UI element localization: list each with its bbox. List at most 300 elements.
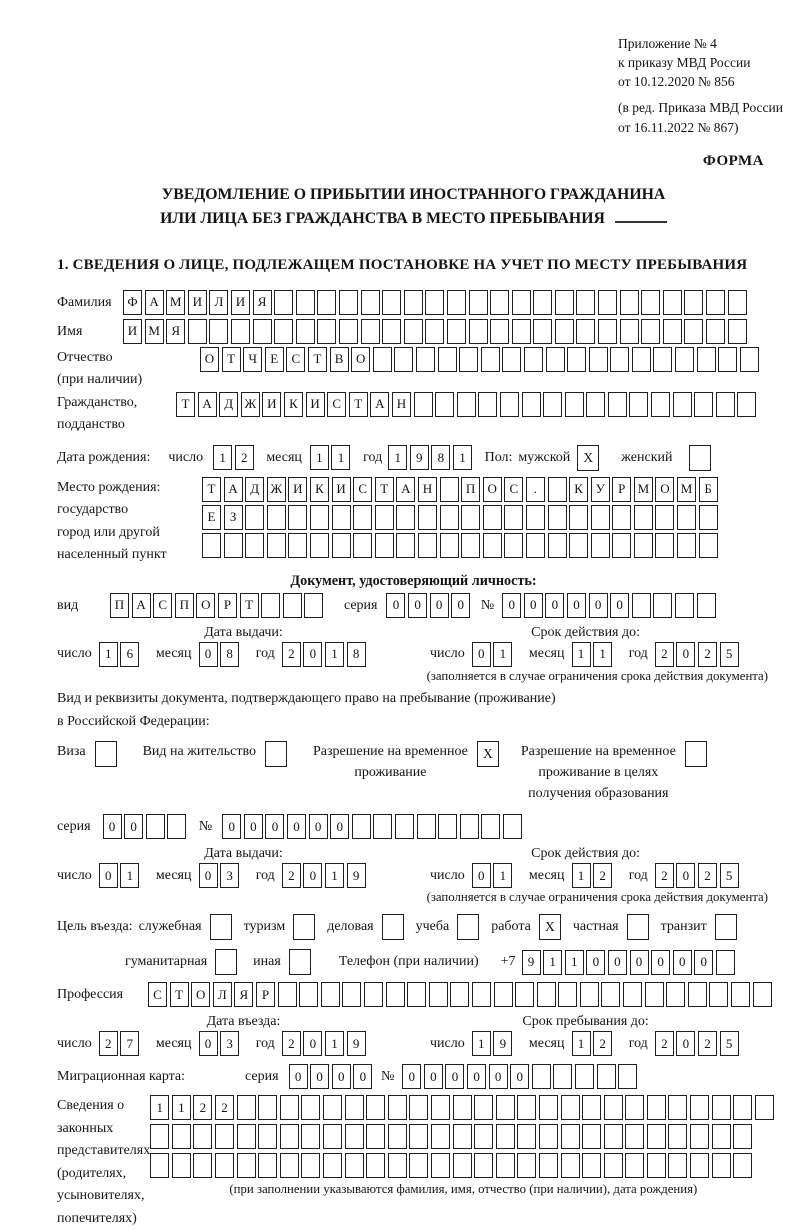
- form-cell[interactable]: 1: [310, 445, 329, 470]
- form-cell[interactable]: [699, 533, 718, 558]
- form-cell[interactable]: [666, 982, 685, 1007]
- form-cell[interactable]: [342, 982, 361, 1007]
- form-cell[interactable]: [457, 392, 476, 417]
- form-cell[interactable]: [416, 347, 435, 372]
- form-cell[interactable]: [224, 533, 243, 558]
- form-cell[interactable]: [494, 982, 513, 1007]
- form-cell[interactable]: [576, 319, 595, 344]
- form-cell[interactable]: 1: [543, 950, 562, 975]
- form-cell[interactable]: [253, 319, 272, 344]
- form-cell[interactable]: 1: [213, 445, 232, 470]
- form-cell[interactable]: Л: [209, 290, 228, 315]
- form-cell[interactable]: [697, 347, 716, 372]
- form-cell[interactable]: [429, 982, 448, 1007]
- form-cell[interactable]: [690, 1095, 709, 1120]
- form-cell[interactable]: [366, 1095, 385, 1120]
- form-cell[interactable]: Т: [222, 347, 241, 372]
- form-cell[interactable]: Я: [253, 290, 272, 315]
- form-cell[interactable]: [690, 1153, 709, 1178]
- form-cell[interactable]: [345, 1153, 364, 1178]
- form-cell[interactable]: [668, 1153, 687, 1178]
- form-cell[interactable]: [608, 392, 627, 417]
- form-cell[interactable]: [582, 1095, 601, 1120]
- form-cell[interactable]: О: [200, 347, 219, 372]
- form-cell[interactable]: А: [132, 593, 151, 618]
- form-cell[interactable]: [258, 1095, 277, 1120]
- form-cell[interactable]: 0: [199, 863, 218, 888]
- form-cell[interactable]: Я: [234, 982, 253, 1007]
- form-cell[interactable]: [503, 814, 522, 839]
- form-cell[interactable]: [709, 982, 728, 1007]
- form-cell[interactable]: 3: [220, 1031, 239, 1056]
- form-cell[interactable]: 0: [353, 1064, 372, 1089]
- form-cell[interactable]: 2: [698, 1031, 717, 1056]
- form-cell[interactable]: [641, 319, 660, 344]
- form-cell[interactable]: [537, 982, 556, 1007]
- form-cell[interactable]: Т: [240, 593, 259, 618]
- form-cell[interactable]: [632, 347, 651, 372]
- form-cell[interactable]: О: [191, 982, 210, 1007]
- form-cell[interactable]: [409, 1124, 428, 1149]
- form-cell[interactable]: [425, 319, 444, 344]
- form-cell[interactable]: 1: [325, 642, 344, 667]
- form-cell[interactable]: [548, 533, 567, 558]
- form-cell[interactable]: С: [286, 347, 305, 372]
- form-cell[interactable]: 0: [472, 863, 491, 888]
- temp-permit-checkbox[interactable]: X: [477, 741, 499, 767]
- form-cell[interactable]: [404, 319, 423, 344]
- form-cell[interactable]: [548, 505, 567, 530]
- form-cell[interactable]: [684, 290, 703, 315]
- form-cell[interactable]: 0: [694, 950, 713, 975]
- form-cell[interactable]: 0: [408, 593, 427, 618]
- form-cell[interactable]: 0: [310, 1064, 329, 1089]
- form-cell[interactable]: [438, 814, 457, 839]
- form-cell[interactable]: [245, 505, 264, 530]
- form-cell[interactable]: [274, 290, 293, 315]
- form-cell[interactable]: [417, 814, 436, 839]
- form-cell[interactable]: [673, 392, 692, 417]
- form-cell[interactable]: 0: [545, 593, 564, 618]
- form-cell[interactable]: 0: [586, 950, 605, 975]
- form-cell[interactable]: [332, 505, 351, 530]
- form-cell[interactable]: [345, 1095, 364, 1120]
- form-cell[interactable]: [261, 593, 280, 618]
- form-cell[interactable]: [647, 1124, 666, 1149]
- form-cell[interactable]: [504, 533, 523, 558]
- form-cell[interactable]: 0: [430, 593, 449, 618]
- form-cell[interactable]: [317, 319, 336, 344]
- form-cell[interactable]: [561, 1153, 580, 1178]
- form-cell[interactable]: [366, 1153, 385, 1178]
- form-cell[interactable]: [193, 1153, 212, 1178]
- form-cell[interactable]: [469, 319, 488, 344]
- form-cell[interactable]: 0: [265, 814, 284, 839]
- form-cell[interactable]: [296, 290, 315, 315]
- form-cell[interactable]: 1: [453, 445, 472, 470]
- form-cell[interactable]: [280, 1124, 299, 1149]
- form-cell[interactable]: 8: [431, 445, 450, 470]
- form-cell[interactable]: [561, 1124, 580, 1149]
- form-cell[interactable]: [375, 533, 394, 558]
- form-cell[interactable]: [677, 533, 696, 558]
- form-cell[interactable]: [582, 1153, 601, 1178]
- form-cell[interactable]: Т: [202, 477, 221, 502]
- form-cell[interactable]: 0: [402, 1064, 421, 1089]
- form-cell[interactable]: 2: [698, 863, 717, 888]
- form-cell[interactable]: [718, 347, 737, 372]
- form-cell[interactable]: К: [569, 477, 588, 502]
- form-cell[interactable]: [237, 1095, 256, 1120]
- form-cell[interactable]: [731, 982, 750, 1007]
- form-cell[interactable]: 0: [651, 950, 670, 975]
- form-cell[interactable]: [569, 533, 588, 558]
- form-cell[interactable]: А: [224, 477, 243, 502]
- purpose-other-checkbox[interactable]: [289, 949, 311, 975]
- form-cell[interactable]: [447, 290, 466, 315]
- form-cell[interactable]: 2: [593, 1031, 612, 1056]
- form-cell[interactable]: [361, 290, 380, 315]
- form-cell[interactable]: [396, 505, 415, 530]
- form-cell[interactable]: М: [145, 319, 164, 344]
- form-cell[interactable]: П: [110, 593, 129, 618]
- form-cell[interactable]: [532, 1064, 551, 1089]
- form-cell[interactable]: [310, 533, 329, 558]
- form-cell[interactable]: 1: [572, 1031, 591, 1056]
- form-cell[interactable]: [604, 1095, 623, 1120]
- form-cell[interactable]: 1: [325, 863, 344, 888]
- form-cell[interactable]: 2: [282, 642, 301, 667]
- form-cell[interactable]: 0: [199, 1031, 218, 1056]
- form-cell[interactable]: 9: [493, 1031, 512, 1056]
- form-cell[interactable]: [634, 533, 653, 558]
- form-cell[interactable]: А: [145, 290, 164, 315]
- form-cell[interactable]: [388, 1124, 407, 1149]
- form-cell[interactable]: 0: [330, 814, 349, 839]
- form-cell[interactable]: 1: [388, 445, 407, 470]
- form-cell[interactable]: Я: [166, 319, 185, 344]
- form-cell[interactable]: [539, 1124, 558, 1149]
- form-cell[interactable]: [496, 1153, 515, 1178]
- form-cell[interactable]: [524, 347, 543, 372]
- form-cell[interactable]: 1: [572, 863, 591, 888]
- form-cell[interactable]: [688, 982, 707, 1007]
- form-cell[interactable]: [655, 533, 674, 558]
- form-cell[interactable]: [546, 347, 565, 372]
- form-cell[interactable]: 0: [222, 814, 241, 839]
- form-cell[interactable]: [712, 1124, 731, 1149]
- form-cell[interactable]: [409, 1153, 428, 1178]
- form-cell[interactable]: 8: [220, 642, 239, 667]
- form-cell[interactable]: 2: [215, 1095, 234, 1120]
- form-cell[interactable]: [274, 319, 293, 344]
- form-cell[interactable]: З: [224, 505, 243, 530]
- form-cell[interactable]: 1: [593, 642, 612, 667]
- form-cell[interactable]: [558, 982, 577, 1007]
- form-cell[interactable]: [288, 533, 307, 558]
- form-cell[interactable]: Ф: [123, 290, 142, 315]
- form-cell[interactable]: [597, 1064, 616, 1089]
- form-cell[interactable]: [684, 319, 703, 344]
- form-cell[interactable]: 1: [572, 642, 591, 667]
- form-cell[interactable]: 1: [150, 1095, 169, 1120]
- form-cell[interactable]: [641, 290, 660, 315]
- form-cell[interactable]: 2: [99, 1031, 118, 1056]
- form-cell[interactable]: 0: [673, 950, 692, 975]
- form-cell[interactable]: 5: [720, 863, 739, 888]
- form-cell[interactable]: О: [351, 347, 370, 372]
- purpose-private-checkbox[interactable]: [627, 914, 649, 940]
- form-cell[interactable]: Е: [202, 505, 221, 530]
- form-cell[interactable]: И: [123, 319, 142, 344]
- form-cell[interactable]: И: [332, 477, 351, 502]
- form-cell[interactable]: 2: [282, 1031, 301, 1056]
- form-cell[interactable]: [352, 814, 371, 839]
- purpose-business-checkbox[interactable]: [382, 914, 404, 940]
- form-cell[interactable]: [625, 1124, 644, 1149]
- form-cell[interactable]: [677, 505, 696, 530]
- form-cell[interactable]: Р: [612, 477, 631, 502]
- form-cell[interactable]: [364, 982, 383, 1007]
- form-cell[interactable]: 0: [676, 1031, 695, 1056]
- form-cell[interactable]: [258, 1124, 277, 1149]
- form-cell[interactable]: [625, 1095, 644, 1120]
- form-cell[interactable]: 9: [522, 950, 541, 975]
- form-cell[interactable]: 0: [676, 863, 695, 888]
- form-cell[interactable]: [663, 290, 682, 315]
- form-cell[interactable]: 2: [698, 642, 717, 667]
- form-cell[interactable]: [453, 1124, 472, 1149]
- form-cell[interactable]: И: [288, 477, 307, 502]
- form-cell[interactable]: 1: [493, 863, 512, 888]
- form-cell[interactable]: 9: [347, 863, 366, 888]
- form-cell[interactable]: [504, 505, 523, 530]
- form-cell[interactable]: [517, 1153, 536, 1178]
- form-cell[interactable]: [576, 290, 595, 315]
- form-cell[interactable]: [675, 347, 694, 372]
- purpose-study-checkbox[interactable]: [457, 914, 479, 940]
- gender-male-checkbox[interactable]: X: [577, 445, 599, 471]
- form-cell[interactable]: [304, 593, 323, 618]
- form-cell[interactable]: 0: [199, 642, 218, 667]
- form-cell[interactable]: 0: [303, 642, 322, 667]
- form-cell[interactable]: [668, 1095, 687, 1120]
- purpose-tourism-checkbox[interactable]: [293, 914, 315, 940]
- form-cell[interactable]: [512, 319, 531, 344]
- form-cell[interactable]: У: [591, 477, 610, 502]
- form-cell[interactable]: 0: [303, 863, 322, 888]
- form-cell[interactable]: П: [175, 593, 194, 618]
- form-cell[interactable]: [517, 1124, 536, 1149]
- form-cell[interactable]: [209, 319, 228, 344]
- form-cell[interactable]: [447, 319, 466, 344]
- form-cell[interactable]: 0: [676, 642, 695, 667]
- form-cell[interactable]: [512, 290, 531, 315]
- form-cell[interactable]: [655, 505, 674, 530]
- form-cell[interactable]: И: [262, 392, 281, 417]
- form-cell[interactable]: [548, 477, 567, 502]
- form-cell[interactable]: [353, 505, 372, 530]
- form-cell[interactable]: 6: [120, 642, 139, 667]
- form-cell[interactable]: [202, 533, 221, 558]
- form-cell[interactable]: [647, 1095, 666, 1120]
- form-cell[interactable]: [604, 1124, 623, 1149]
- form-cell[interactable]: К: [310, 477, 329, 502]
- form-cell[interactable]: О: [655, 477, 674, 502]
- form-cell[interactable]: [490, 290, 509, 315]
- form-cell[interactable]: [283, 593, 302, 618]
- form-cell[interactable]: Т: [176, 392, 195, 417]
- form-cell[interactable]: 0: [608, 950, 627, 975]
- form-cell[interactable]: [533, 319, 552, 344]
- form-cell[interactable]: А: [396, 477, 415, 502]
- form-cell[interactable]: [382, 290, 401, 315]
- form-cell[interactable]: А: [370, 392, 389, 417]
- form-cell[interactable]: [575, 1064, 594, 1089]
- form-cell[interactable]: 9: [410, 445, 429, 470]
- form-cell[interactable]: 0: [386, 593, 405, 618]
- form-cell[interactable]: [653, 593, 672, 618]
- form-cell[interactable]: И: [231, 290, 250, 315]
- form-cell[interactable]: [474, 1124, 493, 1149]
- form-cell[interactable]: [612, 533, 631, 558]
- form-cell[interactable]: [589, 347, 608, 372]
- form-cell[interactable]: [150, 1153, 169, 1178]
- form-cell[interactable]: [450, 982, 469, 1007]
- form-cell[interactable]: 1: [120, 863, 139, 888]
- form-cell[interactable]: [440, 505, 459, 530]
- form-cell[interactable]: [404, 290, 423, 315]
- form-cell[interactable]: [215, 1124, 234, 1149]
- form-cell[interactable]: [647, 1153, 666, 1178]
- form-cell[interactable]: Н: [392, 392, 411, 417]
- form-cell[interactable]: 2: [593, 863, 612, 888]
- form-cell[interactable]: [716, 950, 735, 975]
- form-cell[interactable]: [675, 593, 694, 618]
- form-cell[interactable]: [567, 347, 586, 372]
- form-cell[interactable]: Т: [349, 392, 368, 417]
- form-cell[interactable]: [483, 533, 502, 558]
- form-cell[interactable]: [459, 347, 478, 372]
- form-cell[interactable]: 1: [565, 950, 584, 975]
- form-cell[interactable]: [663, 319, 682, 344]
- form-cell[interactable]: [612, 505, 631, 530]
- form-cell[interactable]: [712, 1153, 731, 1178]
- form-cell[interactable]: [418, 505, 437, 530]
- purpose-transit-checkbox[interactable]: [715, 914, 737, 940]
- form-cell[interactable]: [409, 1095, 428, 1120]
- form-cell[interactable]: С: [148, 982, 167, 1007]
- form-cell[interactable]: [245, 533, 264, 558]
- form-cell[interactable]: [533, 290, 552, 315]
- form-cell[interactable]: [373, 347, 392, 372]
- form-cell[interactable]: [440, 533, 459, 558]
- form-cell[interactable]: 2: [655, 642, 674, 667]
- form-cell[interactable]: [474, 1095, 493, 1120]
- temp-edu-permit-checkbox[interactable]: [685, 741, 707, 767]
- form-cell[interactable]: 1: [331, 445, 350, 470]
- form-cell[interactable]: [625, 1153, 644, 1178]
- form-cell[interactable]: [431, 1095, 450, 1120]
- form-cell[interactable]: [634, 505, 653, 530]
- form-cell[interactable]: [555, 319, 574, 344]
- form-cell[interactable]: [645, 982, 664, 1007]
- form-cell[interactable]: [267, 533, 286, 558]
- form-cell[interactable]: 0: [502, 593, 521, 618]
- form-cell[interactable]: И: [188, 290, 207, 315]
- form-cell[interactable]: [728, 290, 747, 315]
- form-cell[interactable]: [706, 290, 725, 315]
- form-cell[interactable]: 8: [347, 642, 366, 667]
- form-cell[interactable]: [651, 392, 670, 417]
- form-cell[interactable]: А: [198, 392, 217, 417]
- form-cell[interactable]: [733, 1153, 752, 1178]
- form-cell[interactable]: [382, 319, 401, 344]
- form-cell[interactable]: [623, 982, 642, 1007]
- form-cell[interactable]: [591, 533, 610, 558]
- form-cell[interactable]: 0: [610, 593, 629, 618]
- form-cell[interactable]: [737, 392, 756, 417]
- form-cell[interactable]: [193, 1124, 212, 1149]
- form-cell[interactable]: [150, 1124, 169, 1149]
- form-cell[interactable]: [478, 392, 497, 417]
- form-cell[interactable]: [740, 347, 759, 372]
- form-cell[interactable]: [469, 290, 488, 315]
- form-cell[interactable]: [472, 982, 491, 1007]
- gender-female-checkbox[interactable]: [689, 445, 711, 471]
- form-cell[interactable]: [323, 1124, 342, 1149]
- form-cell[interactable]: [610, 347, 629, 372]
- form-cell[interactable]: 0: [244, 814, 263, 839]
- form-cell[interactable]: 0: [332, 1064, 351, 1089]
- form-cell[interactable]: 0: [287, 814, 306, 839]
- form-cell[interactable]: [425, 290, 444, 315]
- form-cell[interactable]: [375, 505, 394, 530]
- form-cell[interactable]: Е: [265, 347, 284, 372]
- form-cell[interactable]: [438, 347, 457, 372]
- form-cell[interactable]: 0: [567, 593, 586, 618]
- form-cell[interactable]: [553, 1064, 572, 1089]
- form-cell[interactable]: [706, 319, 725, 344]
- form-cell[interactable]: О: [196, 593, 215, 618]
- form-cell[interactable]: 1: [493, 642, 512, 667]
- form-cell[interactable]: [620, 319, 639, 344]
- form-cell[interactable]: [474, 1153, 493, 1178]
- form-cell[interactable]: 5: [720, 642, 739, 667]
- form-cell[interactable]: Ж: [241, 392, 260, 417]
- form-cell[interactable]: [561, 1095, 580, 1120]
- form-cell[interactable]: [733, 1095, 752, 1120]
- form-cell[interactable]: [339, 290, 358, 315]
- form-cell[interactable]: [440, 477, 459, 502]
- form-cell[interactable]: [353, 533, 372, 558]
- form-cell[interactable]: О: [483, 477, 502, 502]
- form-cell[interactable]: [431, 1124, 450, 1149]
- form-cell[interactable]: [697, 593, 716, 618]
- form-cell[interactable]: [388, 1153, 407, 1178]
- form-cell[interactable]: 0: [524, 593, 543, 618]
- form-cell[interactable]: 1: [172, 1095, 191, 1120]
- form-cell[interactable]: [301, 1095, 320, 1120]
- form-cell[interactable]: [288, 505, 307, 530]
- form-cell[interactable]: [629, 392, 648, 417]
- form-cell[interactable]: [431, 1153, 450, 1178]
- form-cell[interactable]: [414, 392, 433, 417]
- visa-checkbox[interactable]: [95, 741, 117, 767]
- form-cell[interactable]: [280, 1095, 299, 1120]
- form-cell[interactable]: 2: [235, 445, 254, 470]
- form-cell[interactable]: [310, 505, 329, 530]
